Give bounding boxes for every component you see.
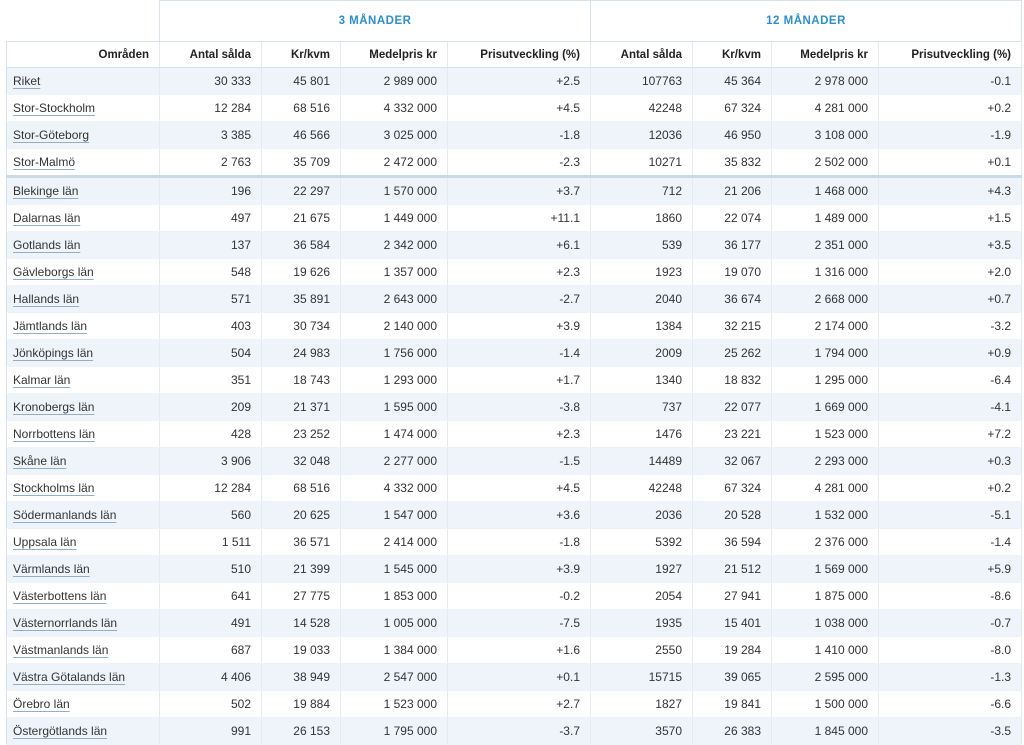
cell-change-3m: -2.7 [448,286,591,313]
cell-kr-kvm-3m: 32 048 [262,448,341,475]
cell-kr-kvm-12m: 23 221 [693,421,772,448]
table-row [7,718,1022,745]
cell-kr-kvm-12m: 32 067 [693,448,772,475]
cell-median-price-3m: 4 332 000 [341,475,448,502]
col-header-kr-kvm-3m: Kr/kvm [262,42,341,68]
cell-change-3m: +1.7 [448,367,591,394]
cell-change-12m: +0.1 [879,149,1022,177]
col-header-sold-12m: Antal sålda [591,42,693,68]
cell-median-price-3m: 1 595 000 [341,394,448,421]
cell-sold-3m: 548 [160,259,262,286]
cell-sold-12m: 5392 [591,529,693,556]
cell-sold-12m: 2054 [591,583,693,610]
cell-sold-12m: 12036 [591,122,693,149]
cell-sold-12m: 1476 [591,421,693,448]
cell-area [7,448,160,475]
cell-sold-3m: 4 406 [160,664,262,691]
cell-median-price-3m: 1 357 000 [341,259,448,286]
cell-change-12m: -6.6 [879,691,1022,718]
cell-area [7,583,160,610]
cell-median-price-12m: 4 281 000 [772,95,879,122]
cell-area [7,259,160,286]
cell-median-price-12m: 1 410 000 [772,637,879,664]
col-header-area: Områden [7,42,160,68]
cell-kr-kvm-12m: 22 074 [693,205,772,232]
table-row [7,313,1022,340]
cell-median-price-3m: 1 795 000 [341,718,448,745]
cell-change-12m: -0.7 [879,610,1022,637]
cell-change-12m: -1.4 [879,529,1022,556]
cell-kr-kvm-12m: 15 401 [693,610,772,637]
cell-change-12m: -8.0 [879,637,1022,664]
cell-kr-kvm-12m: 36 594 [693,529,772,556]
cell-area [7,205,160,232]
cell-change-3m: +2.3 [448,421,591,448]
area-link[interactable]: Stor-Göteborg [13,128,90,142]
cell-median-price-12m: 4 281 000 [772,475,879,502]
cell-kr-kvm-12m: 45 364 [693,68,772,95]
table-row [7,205,1022,232]
col-header-change-12m: Prisutveckling (%) [879,42,1022,68]
cell-sold-3m: 428 [160,421,262,448]
cell-kr-kvm-3m: 23 252 [262,421,341,448]
cell-sold-3m: 3 906 [160,448,262,475]
cell-change-12m: -6.4 [879,367,1022,394]
cell-median-price-3m: 1 523 000 [341,691,448,718]
cell-change-3m: +0.1 [448,664,591,691]
area-link[interactable]: Kalmar län [13,373,71,387]
cell-sold-3m: 510 [160,556,262,583]
area-link[interactable]: Södermanlands län [13,508,117,522]
cell-sold-12m: 1827 [591,691,693,718]
cell-sold-12m: 1384 [591,313,693,340]
cell-change-12m: +7.2 [879,421,1022,448]
cell-median-price-3m: 1 756 000 [341,340,448,367]
cell-sold-3m: 196 [160,177,262,205]
cell-kr-kvm-12m: 36 177 [693,232,772,259]
cell-sold-12m: 42248 [591,95,693,122]
cell-kr-kvm-3m: 68 516 [262,475,341,502]
cell-area [7,691,160,718]
table-row [7,448,1022,475]
area-link[interactable]: Västmanlands län [13,643,109,657]
cell-median-price-3m: 3 025 000 [341,122,448,149]
area-link[interactable]: Gävleborgs län [13,265,94,279]
col-header-median-price-12m: Medelpris kr [772,42,879,68]
table-row [7,232,1022,259]
table-row [7,475,1022,502]
table-row [7,367,1022,394]
cell-kr-kvm-12m: 67 324 [693,475,772,502]
cell-area [7,313,160,340]
area-link[interactable]: Stockholms län [13,481,95,495]
area-link[interactable]: Jönköpings län [13,346,94,360]
cell-change-12m: -5.1 [879,502,1022,529]
housing-price-table [6,0,1022,745]
cell-sold-12m: 712 [591,177,693,205]
cell-median-price-3m: 1 570 000 [341,177,448,205]
cell-sold-12m: 107763 [591,68,693,95]
cell-median-price-12m: 1 489 000 [772,205,879,232]
col-header-sold-3m: Antal sålda [160,42,262,68]
cell-median-price-3m: 1 853 000 [341,583,448,610]
cell-change-12m: +0.7 [879,286,1022,313]
area-link[interactable]: Västerbottens län [13,589,107,603]
cell-kr-kvm-3m: 18 743 [262,367,341,394]
cell-kr-kvm-3m: 26 153 [262,718,341,745]
cell-median-price-3m: 1 384 000 [341,637,448,664]
cell-sold-3m: 403 [160,313,262,340]
cell-median-price-12m: 1 468 000 [772,177,879,205]
cell-change-3m: +1.6 [448,637,591,664]
cell-change-12m: +3.5 [879,232,1022,259]
cell-kr-kvm-3m: 24 983 [262,340,341,367]
cell-area [7,529,160,556]
cell-median-price-3m: 2 277 000 [341,448,448,475]
cell-kr-kvm-12m: 26 383 [693,718,772,745]
cell-sold-3m: 687 [160,637,262,664]
cell-sold-12m: 42248 [591,475,693,502]
cell-sold-3m: 504 [160,340,262,367]
table-row [7,177,1022,205]
area-link[interactable]: Västernorrlands län [13,616,118,630]
cell-sold-3m: 209 [160,394,262,421]
cell-change-12m: -3.2 [879,313,1022,340]
group-header-12-months: 12 MÅNADER [591,1,1022,42]
cell-sold-12m: 737 [591,394,693,421]
cell-median-price-3m: 2 472 000 [341,149,448,177]
cell-median-price-3m: 1 545 000 [341,556,448,583]
cell-area [7,340,160,367]
cell-area [7,475,160,502]
cell-change-3m: +11.1 [448,205,591,232]
cell-kr-kvm-3m: 21 399 [262,556,341,583]
cell-kr-kvm-3m: 22 297 [262,177,341,205]
table-row [7,637,1022,664]
col-header-change-3m: Prisutveckling (%) [448,42,591,68]
cell-area [7,122,160,149]
cell-median-price-3m: 1 449 000 [341,205,448,232]
area-link[interactable]: Blekinge län [13,184,79,198]
cell-change-12m: -0.1 [879,68,1022,95]
cell-sold-3m: 30 333 [160,68,262,95]
table-row [7,259,1022,286]
cell-area [7,637,160,664]
table-row [7,149,1022,177]
area-link[interactable]: Norrbottens län [13,427,96,441]
cell-change-3m: +2.5 [448,68,591,95]
table-row [7,691,1022,718]
cell-change-3m: -2.3 [448,149,591,177]
column-header-row [7,42,1022,68]
area-link[interactable]: Östergötlands län [13,724,108,738]
cell-sold-12m: 1935 [591,610,693,637]
cell-median-price-3m: 1 547 000 [341,502,448,529]
cell-change-12m: +0.2 [879,95,1022,122]
cell-area [7,95,160,122]
cell-change-3m: -1.4 [448,340,591,367]
cell-change-3m: +4.5 [448,475,591,502]
table-row [7,394,1022,421]
cell-kr-kvm-12m: 46 950 [693,122,772,149]
cell-sold-3m: 560 [160,502,262,529]
cell-median-price-12m: 3 108 000 [772,122,879,149]
cell-kr-kvm-3m: 35 891 [262,286,341,313]
group-header-empty [7,1,160,42]
cell-median-price-12m: 2 668 000 [772,286,879,313]
cell-median-price-12m: 1 523 000 [772,421,879,448]
cell-kr-kvm-12m: 21 512 [693,556,772,583]
cell-sold-12m: 1860 [591,205,693,232]
cell-sold-3m: 641 [160,583,262,610]
cell-sold-3m: 1 511 [160,529,262,556]
cell-median-price-12m: 1 295 000 [772,367,879,394]
cell-area [7,610,160,637]
cell-median-price-12m: 1 316 000 [772,259,879,286]
cell-kr-kvm-3m: 21 371 [262,394,341,421]
cell-kr-kvm-12m: 36 674 [693,286,772,313]
cell-kr-kvm-3m: 38 949 [262,664,341,691]
cell-kr-kvm-3m: 36 571 [262,529,341,556]
group-header-row [7,1,1022,42]
cell-change-12m: -4.1 [879,394,1022,421]
cell-median-price-3m: 1 293 000 [341,367,448,394]
cell-change-12m: +4.3 [879,177,1022,205]
cell-area [7,421,160,448]
cell-change-12m: -1.3 [879,664,1022,691]
area-link[interactable]: Gotlands län [13,238,81,252]
cell-area [7,718,160,745]
cell-median-price-12m: 2 595 000 [772,664,879,691]
cell-kr-kvm-3m: 35 709 [262,149,341,177]
cell-sold-12m: 2040 [591,286,693,313]
cell-kr-kvm-12m: 67 324 [693,95,772,122]
cell-change-12m: +5.9 [879,556,1022,583]
cell-median-price-12m: 2 978 000 [772,68,879,95]
cell-sold-3m: 571 [160,286,262,313]
cell-change-12m: -1.9 [879,122,1022,149]
cell-change-12m: +0.3 [879,448,1022,475]
cell-sold-3m: 351 [160,367,262,394]
area-link[interactable]: Jämtlands län [13,319,88,333]
cell-kr-kvm-12m: 19 070 [693,259,772,286]
cell-change-3m: -1.8 [448,122,591,149]
cell-area [7,286,160,313]
col-header-kr-kvm-12m: Kr/kvm [693,42,772,68]
cell-area [7,394,160,421]
area-link[interactable]: Skåne län [13,454,67,468]
table-row [7,583,1022,610]
cell-change-3m: +3.9 [448,313,591,340]
cell-kr-kvm-3m: 14 528 [262,610,341,637]
cell-median-price-3m: 2 414 000 [341,529,448,556]
cell-change-3m: -3.8 [448,394,591,421]
area-link[interactable]: Västra Götalands län [13,670,126,684]
cell-median-price-3m: 1 474 000 [341,421,448,448]
table-row [7,122,1022,149]
cell-sold-12m: 2036 [591,502,693,529]
area-link[interactable]: Dalarnas län [13,211,81,225]
cell-change-12m: +0.2 [879,475,1022,502]
cell-median-price-12m: 2 376 000 [772,529,879,556]
table-row [7,610,1022,637]
cell-median-price-12m: 2 502 000 [772,149,879,177]
cell-median-price-3m: 2 140 000 [341,313,448,340]
cell-change-12m: +0.9 [879,340,1022,367]
area-link[interactable]: Stor-Stockholm [13,101,96,115]
cell-kr-kvm-3m: 27 775 [262,583,341,610]
cell-sold-3m: 502 [160,691,262,718]
cell-area [7,367,160,394]
table-row [7,502,1022,529]
area-link[interactable]: Värmlands län [13,562,90,576]
cell-kr-kvm-12m: 39 065 [693,664,772,691]
cell-area [7,664,160,691]
area-link[interactable]: Uppsala län [13,535,77,549]
table-body [7,68,1022,745]
cell-kr-kvm-12m: 27 941 [693,583,772,610]
cell-area [7,149,160,177]
cell-sold-3m: 12 284 [160,475,262,502]
cell-sold-12m: 539 [591,232,693,259]
table-row [7,556,1022,583]
cell-change-3m: +4.5 [448,95,591,122]
cell-sold-3m: 491 [160,610,262,637]
cell-median-price-12m: 1 875 000 [772,583,879,610]
cell-median-price-12m: 1 845 000 [772,718,879,745]
group-header-3-months: 3 MÅNADER [160,1,591,42]
cell-change-12m: +1.5 [879,205,1022,232]
cell-kr-kvm-12m: 19 841 [693,691,772,718]
col-header-median-price-3m: Medelpris kr [341,42,448,68]
table-row [7,529,1022,556]
cell-sold-12m: 1927 [591,556,693,583]
cell-change-3m: -1.8 [448,529,591,556]
cell-kr-kvm-3m: 45 801 [262,68,341,95]
cell-kr-kvm-12m: 32 215 [693,313,772,340]
cell-median-price-3m: 1 005 000 [341,610,448,637]
table-row [7,664,1022,691]
cell-sold-12m: 3570 [591,718,693,745]
cell-change-3m: -1.5 [448,448,591,475]
cell-area [7,177,160,205]
cell-kr-kvm-3m: 19 033 [262,637,341,664]
cell-sold-3m: 3 385 [160,122,262,149]
cell-median-price-12m: 1 038 000 [772,610,879,637]
area-link[interactable]: Kronobergs län [13,400,95,414]
cell-kr-kvm-3m: 30 734 [262,313,341,340]
cell-sold-3m: 137 [160,232,262,259]
cell-median-price-3m: 2 342 000 [341,232,448,259]
cell-median-price-12m: 2 351 000 [772,232,879,259]
table-row [7,68,1022,95]
cell-median-price-12m: 1 669 000 [772,394,879,421]
cell-median-price-12m: 1 794 000 [772,340,879,367]
cell-median-price-3m: 2 643 000 [341,286,448,313]
cell-area [7,502,160,529]
cell-kr-kvm-12m: 35 832 [693,149,772,177]
cell-sold-12m: 2550 [591,637,693,664]
cell-change-3m: -7.5 [448,610,591,637]
cell-kr-kvm-12m: 21 206 [693,177,772,205]
cell-median-price-12m: 2 174 000 [772,313,879,340]
cell-median-price-12m: 1 500 000 [772,691,879,718]
cell-sold-12m: 1923 [591,259,693,286]
cell-median-price-12m: 1 532 000 [772,502,879,529]
cell-change-3m: +3.7 [448,177,591,205]
table-row [7,340,1022,367]
table-row [7,95,1022,122]
cell-kr-kvm-3m: 19 884 [262,691,341,718]
cell-sold-12m: 10271 [591,149,693,177]
cell-kr-kvm-12m: 18 832 [693,367,772,394]
cell-kr-kvm-3m: 36 584 [262,232,341,259]
cell-median-price-12m: 1 569 000 [772,556,879,583]
area-link[interactable]: Stor-Malmö [13,155,76,169]
cell-sold-12m: 14489 [591,448,693,475]
cell-change-12m: -3.5 [879,718,1022,745]
cell-change-12m: -8.6 [879,583,1022,610]
cell-kr-kvm-3m: 19 626 [262,259,341,286]
area-link[interactable]: Riket [13,74,41,88]
cell-area [7,68,160,95]
cell-area [7,556,160,583]
cell-median-price-3m: 2 989 000 [341,68,448,95]
cell-kr-kvm-3m: 20 625 [262,502,341,529]
cell-kr-kvm-12m: 22 077 [693,394,772,421]
cell-kr-kvm-12m: 20 528 [693,502,772,529]
cell-change-3m: -3.7 [448,718,591,745]
cell-sold-3m: 497 [160,205,262,232]
cell-sold-12m: 2009 [591,340,693,367]
table-row [7,421,1022,448]
cell-kr-kvm-3m: 68 516 [262,95,341,122]
cell-sold-12m: 1340 [591,367,693,394]
cell-median-price-3m: 2 547 000 [341,664,448,691]
cell-change-3m: -0.2 [448,583,591,610]
cell-change-3m: +3.6 [448,502,591,529]
cell-median-price-12m: 2 293 000 [772,448,879,475]
cell-change-3m: +6.1 [448,232,591,259]
cell-sold-3m: 2 763 [160,149,262,177]
cell-sold-3m: 991 [160,718,262,745]
area-link[interactable]: Örebro län [13,697,70,711]
cell-median-price-3m: 4 332 000 [341,95,448,122]
cell-change-3m: +2.3 [448,259,591,286]
cell-kr-kvm-3m: 21 675 [262,205,341,232]
cell-kr-kvm-12m: 19 284 [693,637,772,664]
area-link[interactable]: Hallands län [13,292,80,306]
cell-sold-12m: 15715 [591,664,693,691]
cell-kr-kvm-12m: 25 262 [693,340,772,367]
cell-change-3m: +2.7 [448,691,591,718]
cell-kr-kvm-3m: 46 566 [262,122,341,149]
table-row [7,286,1022,313]
cell-sold-3m: 12 284 [160,95,262,122]
cell-change-12m: +2.0 [879,259,1022,286]
cell-change-3m: +3.9 [448,556,591,583]
cell-area [7,232,160,259]
